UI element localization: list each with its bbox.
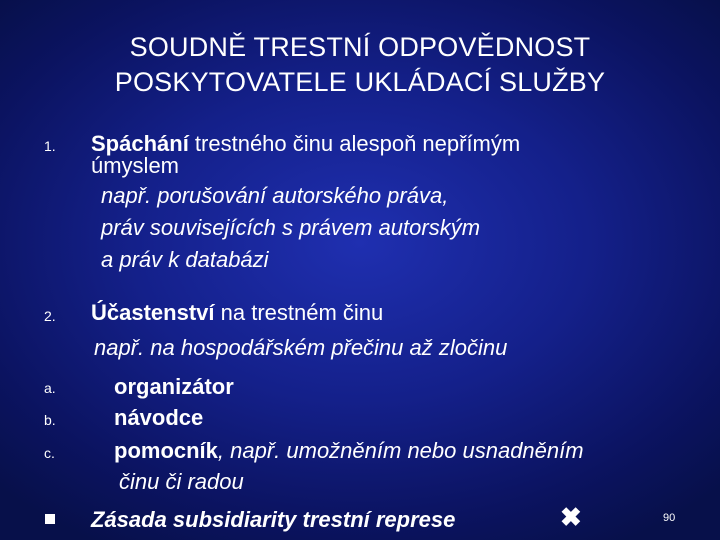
subitem-b-marker: b. [44, 412, 56, 428]
subitem-c-rest: , např. umožněním nebo usnadněním [217, 438, 584, 463]
page-number: 90 [663, 512, 676, 524]
item-1-example-1: např. porušování autorského práva, [101, 183, 449, 208]
title-line-1: SOUDNĚ TRESTNÍ ODPOVĚDNOST [129, 32, 591, 62]
item-1-rest: trestného činu alespoň nepřímým [188, 131, 521, 156]
subsidiarity-bullet-text: Zásada subsidiarity trestní represe [91, 507, 456, 532]
subitem-c-marker: c. [44, 445, 55, 461]
subitem-c-text [114, 438, 584, 464]
item-1-example-3: a práv k databázi [101, 247, 269, 272]
title-line-2: POSKYTOVATELE UKLÁDACÍ SLUŽBY [114, 67, 606, 97]
x-mark-icon: ✖ [560, 502, 582, 532]
item-2-rest: na trestném činu [214, 300, 384, 325]
subitem-b-text: návodce [114, 405, 204, 430]
square-bullet-icon [45, 514, 55, 524]
item-2-example: např. na hospodářském přečinu až zločinu [94, 335, 508, 360]
item-1-example-2: práv souvisejících s právem autorským [101, 215, 481, 240]
item-2-marker: 2. [44, 308, 56, 324]
item-1-continuation: úmyslem [91, 153, 180, 178]
item-2-bold: Účastenství [91, 300, 215, 325]
subitem-c-continuation: činu či radou [119, 469, 244, 494]
item-1-marker: 1. [44, 138, 56, 154]
slide-title [0, 30, 720, 100]
subitem-a-text: organizátor [114, 374, 234, 399]
item-1-bold: Spáchání [91, 131, 189, 156]
item-2-heading [91, 300, 383, 326]
subitem-c-bold: pomocník [114, 438, 218, 463]
subitem-a-marker: a. [44, 380, 56, 396]
